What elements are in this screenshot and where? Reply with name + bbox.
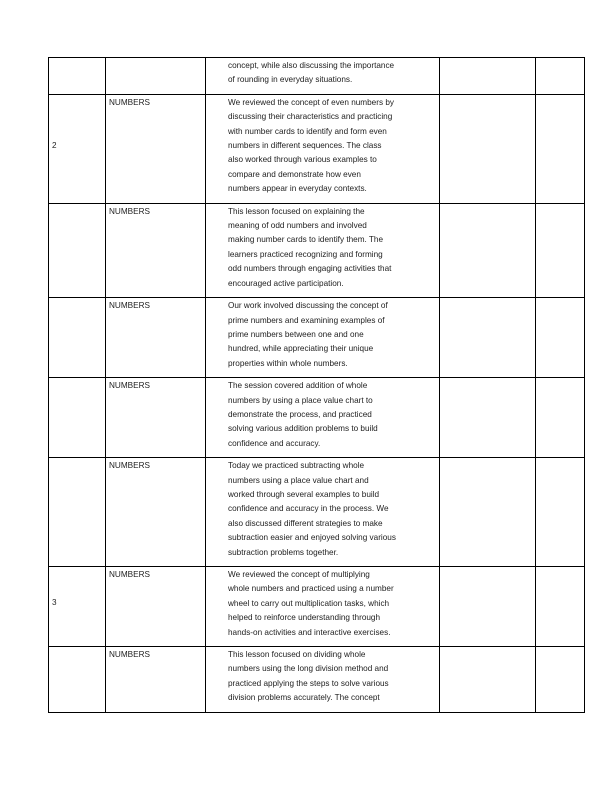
description-line: practiced applying the steps to solve various (228, 678, 389, 688)
description-line: Today we practiced subtracting whole (228, 461, 365, 471)
strand-cell: NUMBERS (106, 567, 206, 647)
description-line: also worked through various examples to (228, 155, 377, 165)
description-line: hands-on activities and interactive exercises. (228, 627, 391, 637)
description-cell (206, 458, 440, 567)
description-line: of rounding in everyday situations. (228, 75, 353, 85)
empty-cell (440, 378, 536, 458)
empty-cell (440, 567, 536, 647)
description-line: whole numbers and practiced using a number (228, 584, 394, 594)
empty-cell (440, 458, 536, 567)
empty-cell (536, 203, 585, 297)
empty-cell (536, 567, 585, 647)
table-row (49, 458, 585, 567)
strand-cell: NUMBERS (106, 378, 206, 458)
week-cell: 3 (49, 567, 106, 647)
empty-cell (440, 298, 536, 378)
empty-cell (440, 94, 536, 203)
description-line: prime numbers and examining examples of (228, 315, 385, 325)
description-line: This lesson focused on dividing whole (228, 650, 366, 660)
table-body (49, 58, 585, 713)
description-line: discussing their characteristics and practicing (228, 112, 393, 122)
description-line: with number cards to identify and form even (228, 126, 387, 136)
description-cell (206, 298, 440, 378)
description-cell (206, 378, 440, 458)
week-cell (49, 298, 106, 378)
description-line: making number cards to identify them. The (228, 235, 384, 245)
empty-cell (440, 203, 536, 297)
week-cell (49, 203, 106, 297)
table-row (49, 378, 585, 458)
description-line: We reviewed the concept of multiplying (228, 570, 370, 579)
table-row (49, 647, 585, 713)
week-cell (49, 458, 106, 567)
description-line: numbers using the long division method and (228, 664, 389, 674)
description-line: encouraged active participation. (228, 278, 344, 288)
week-cell (49, 58, 106, 95)
description-cell (206, 647, 440, 713)
description-line: helped to reinforce understanding through (228, 613, 381, 623)
table-row (49, 203, 585, 297)
strand-cell: NUMBERS (106, 203, 206, 297)
week-cell (49, 647, 106, 713)
description-cell (206, 203, 440, 297)
description-line: confidence and accuracy in the process. We (228, 504, 389, 514)
description-line: worked through several examples to build (228, 489, 380, 499)
description-line: odd numbers through engaging activities that (228, 264, 392, 274)
table-row (49, 567, 585, 647)
empty-cell (536, 58, 585, 95)
empty-cell (536, 378, 585, 458)
description-line: This lesson focused on explaining the (228, 206, 365, 216)
week-cell (49, 378, 106, 458)
table-row (49, 298, 585, 378)
empty-cell (536, 647, 585, 713)
description-line: also discussed different strategies to make (228, 518, 383, 528)
empty-cell (536, 94, 585, 203)
table-row (49, 94, 585, 203)
strand-cell: NUMBERS (106, 298, 206, 378)
lesson-record-table (48, 57, 585, 713)
description-cell (206, 94, 440, 203)
description-line: numbers using a place value chart and (228, 475, 369, 485)
description-line: numbers in different sequences. The class (228, 141, 382, 151)
table-row (49, 58, 585, 95)
description-line: confidence and accuracy. (228, 438, 321, 448)
week-cell: 2 (49, 94, 106, 203)
description-cell (206, 567, 440, 647)
description-line: Our work involved discussing the concept of (228, 301, 388, 311)
description-line: hundred, while appreciating their unique (228, 344, 374, 354)
strand-cell: NUMBERS (106, 94, 206, 203)
description-line: division problems accurately. The concept (228, 693, 380, 703)
description-line: subtraction problems together. (228, 547, 339, 557)
description-line: The session covered addition of whole (228, 381, 368, 391)
description-cell (206, 58, 440, 95)
strand-cell: NUMBERS (106, 458, 206, 567)
description-line: meaning of odd numbers and involved (228, 221, 367, 231)
description-line: numbers by using a place value chart to (228, 395, 373, 405)
description-line: subtraction easier and enjoyed solving various (228, 533, 396, 543)
empty-cell (440, 58, 536, 95)
description-line: concept, while also discussing the importance (228, 61, 395, 70)
empty-cell (536, 298, 585, 378)
description-line: compare and demonstrate how even (228, 169, 361, 179)
description-line: wheel to carry out multiplication tasks, which (228, 598, 390, 608)
strand-cell: NUMBERS (106, 647, 206, 713)
strand-cell (106, 58, 206, 95)
description-line: numbers appear in everyday contexts. (228, 184, 367, 194)
description-line: prime numbers between one and one (228, 329, 364, 339)
description-line: solving various addition problems to build (228, 424, 378, 434)
description-line: properties within whole numbers. (228, 358, 348, 368)
description-line: We reviewed the concept of even numbers by (228, 97, 394, 107)
empty-cell (536, 458, 585, 567)
empty-cell (440, 647, 536, 713)
description-line: learners practiced recognizing and forming (228, 249, 383, 259)
description-line: demonstrate the process, and practiced (228, 409, 372, 419)
